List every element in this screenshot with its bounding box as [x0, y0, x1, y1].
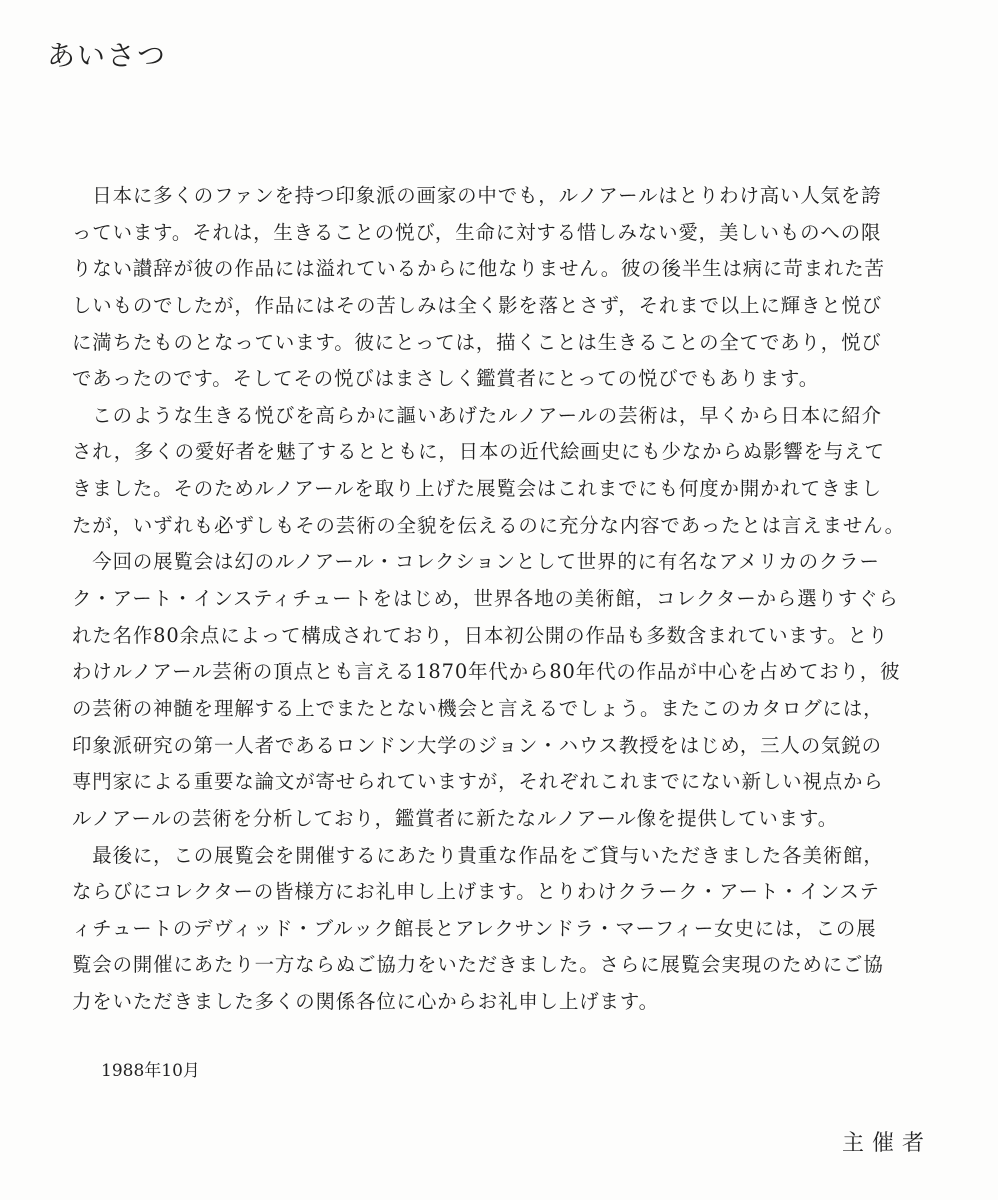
greeting-body [72, 178, 922, 1021]
body-line: ならびにコレクターの皆様方にお礼申し上げます。とりわけクラーク・アート・インステ [72, 880, 880, 904]
body-line: 印象派研究の第一人者であるロンドン大学のジョン・ハウス教授をはじめ，三人の気鋭の [72, 733, 882, 757]
body-line: に満ちたものとなっています。彼にとっては，描くことは生きることの全てであり，悦び [72, 330, 882, 354]
body-line: 最後に，この展覧会を開催するにあたり貴重な作品をご貸与いただきました各美術館， [72, 843, 884, 867]
body-line: ィチュートのデヴィッド・ブルック館長とアレクサンドラ・マーフィー女史には，この展 [72, 916, 877, 940]
body-line: 専門家による重要な論文が寄せられていますが，それぞれこれまでにない新しい視点から [72, 770, 884, 794]
body-line: 今回の展覧会は幻のルノアール・コレクションとして世界的に有名なアメリカのクラー [72, 550, 880, 574]
body-line: しいものでしたが，作品にはその苦しみは全く影を落とさず，それまで以上に輝きと悦び [72, 293, 883, 317]
body-line: であったのです。そしてその悦びはまさしく鑑賞者にとっての悦びでもあります。 [72, 367, 820, 391]
organizer-signature: 主催者 [842, 1131, 933, 1156]
body-line: りない讃辞が彼の作品には溢れているからに他なりません。彼の後半生は病に苛まれた苦 [72, 257, 885, 281]
body-line: わけルノアール芸術の頂点とも言える1870年代から80年代の作品が中心を占めており，彼 [72, 660, 901, 684]
body-line: ルノアールの芸術を分析しており，鑑賞者に新たなルノアール像を提供しています。 [72, 806, 838, 830]
body-line: 日本に多くのファンを持つ印象派の画家の中でも，ルノアールはとりわけ高い人気を誇 [72, 184, 882, 207]
body-line: このような生きる悦びを高らかに謳いあげたルノアールの芸術は，早くから日本に紹介 [72, 403, 882, 427]
body-line: の芸術の神髄を理解する上でまたとない機会と言えるでしょう。またこのカタログには， [72, 696, 884, 720]
body-line: ク・アート・インスティチュートをはじめ，世界各地の美術館，コレクターから選りすぐら [72, 587, 899, 611]
body-line: 覧会の開催にあたり一方ならぬご協力をいただきました。さらに展覧会実現のためにご協 [72, 953, 884, 977]
page-title: あいさつ [47, 39, 168, 72]
body-line: たが，いずれも必ずしもその芸術の全貌を伝えるのに充分な内容であったとは言えません。 [72, 513, 905, 537]
date-line: 1988年10月 [101, 1061, 200, 1081]
body-line: きました。そのためルノアールを取り上げた展覧会はこれまでにも何度か開かれてきまし [72, 477, 882, 501]
body-line: れた名作80余点によって構成されており，日本初公開の作品も多数含まれています。とり [72, 623, 889, 647]
body-line: っています。それは，生きることの悦び，生命に対する惜しみない愛，美しいものへの限 [72, 220, 882, 244]
body-line: され，多くの愛好者を魅了するとともに，日本の近代絵画史にも少なからぬ影響を与えて [72, 440, 885, 464]
body-line: 力をいただきました多くの関係各位に心からお礼申し上げます。 [72, 990, 659, 1014]
